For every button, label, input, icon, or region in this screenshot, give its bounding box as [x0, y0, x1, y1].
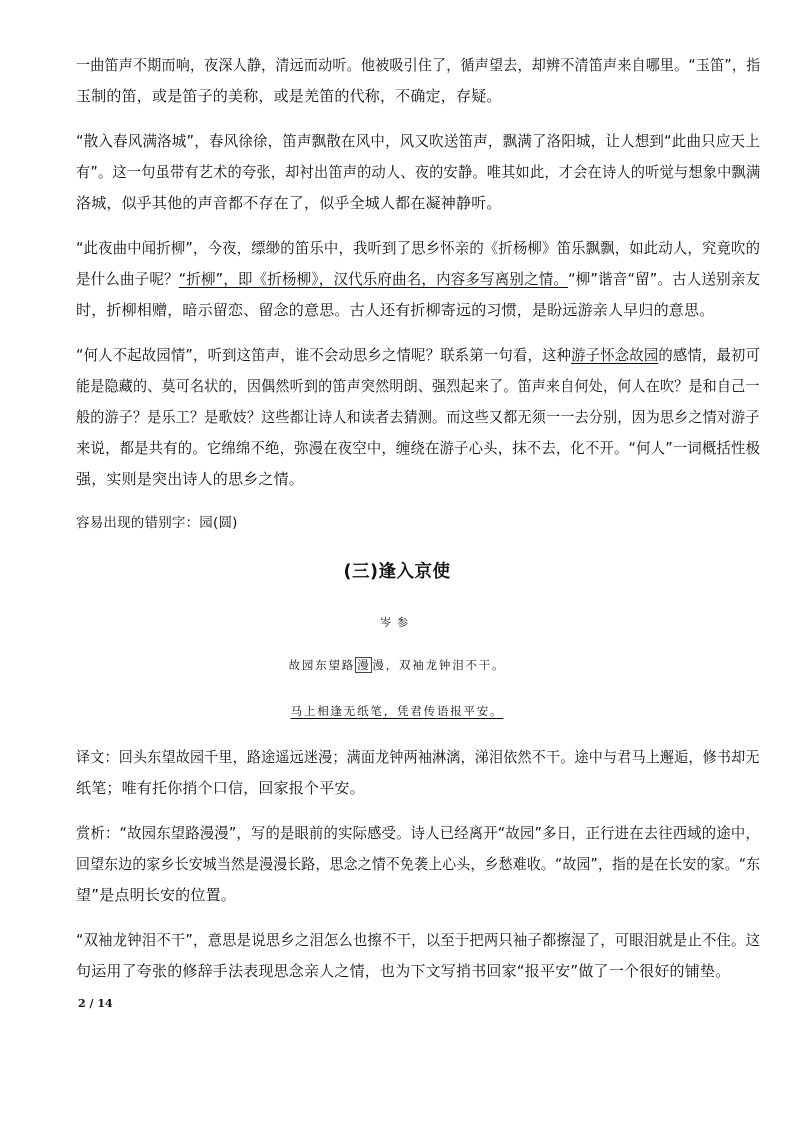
- underlined-poem-line: 马上相逢无纸笔，凭君传语报平安。: [290, 704, 504, 718]
- paragraph-translation: [76, 742, 760, 804]
- text-line: [76, 264, 761, 295]
- text-line: 来说，都是共有的。它绵绵不绝，弥漫在夜空中，缠绕在游子心头，抹不去，化不开。“何人”一词概括性极: [76, 439, 761, 457]
- text-line: 赏析：“故园东望路漫漫”，写的是眼前的实际感受。诗人已经离开“故园”多日，正行进在去往西域的途中，: [76, 824, 760, 842]
- underlined-phrase: 游子怀念故园: [571, 346, 659, 364]
- paragraph-flute-intro: [76, 50, 761, 112]
- text-line: 有”。这一句虽带有艺术的夸张，却衬出笛声的动人、夜的安静。唯其如此，才会在诗人的听觉与想象中飘满: [76, 163, 761, 181]
- text-segment: 是什么曲子呢？: [76, 270, 179, 288]
- poem-author: 岑参: [380, 616, 414, 629]
- text-line: 纸笔；唯有托你捎个口信，回家报个平安。: [76, 779, 365, 797]
- text-line: “散入春风满洛城”，春风徐徐，笛声飘散在风中，风又吹送笛声，飘满了洛阳城，让人想到“此曲只应天上: [76, 132, 760, 150]
- boxed-character: 漫: [357, 658, 371, 672]
- text-line: 般的游子？是乐工？是歌妓？这些都让诗人和读者去猜测。而这些又都无须一一去分别，因为思乡之情对游子: [76, 408, 760, 426]
- paragraph-homesick: [76, 340, 761, 495]
- poem-line: [0, 703, 794, 719]
- poem-segment: 漫，双袖龙钟泪不干。: [372, 658, 506, 672]
- text-line: 一曲笛声不期而响，夜深人静，清远而动听。他被吸引住了，循声望去，却辨不清笛声来自哪里。“玉笛”，指: [76, 56, 761, 74]
- text-segment: “何人不起故园情”，听到这笛声，谁不会动思乡之情呢？联系第一句看，这种: [76, 346, 572, 364]
- section-title: (三)逢入京使: [343, 562, 451, 582]
- text-line: [76, 340, 761, 371]
- text-line: “此夜曲中闻折柳”，今夜，缥缈的笛乐中，我听到了思乡怀亲的《折杨柳》笛乐飘飘，如此动人，究竟吹的: [76, 239, 761, 257]
- text-line: 句运用了夸张的修辞手法表现思念亲人之情，也为下文写捎书回家“报平安”做了一个很好的铺垫。: [76, 962, 731, 980]
- text-line: 玉制的笛，或是笛子的美称，或是羌笛的代称，不确定，存疑。: [76, 87, 502, 105]
- paragraph-analysis: [76, 818, 761, 911]
- paragraph-spring-wind: [76, 126, 761, 219]
- page-number: 2 / 14: [78, 997, 113, 1010]
- paragraph-analysis-sleeves: [76, 925, 761, 987]
- text-line: 能是隐藏的、莫可名状的，因偶然听到的笛声突然明朗、强烈起来了。笛声来自何处，何人在吹？是和自己一: [76, 377, 760, 395]
- underlined-annotation: “折柳”，即《折杨柳》，汉代乐府曲名，内容多写离别之情。: [178, 270, 569, 288]
- text-line: 译文：回头东望故园千里，路途遥远迷漫；满面龙钟两袖淋漓，涕泪依然不干。途中与君马上邂逅，修书却无: [76, 748, 760, 766]
- text-segment: 的感情，最初可: [658, 346, 761, 364]
- paragraph-willow: [76, 233, 761, 326]
- poem-segment: 故园东望路: [288, 658, 356, 672]
- text-line: 时，折柳相赠，暗示留恋、留念的意思。古人还有折柳寄远的习惯，是盼远游亲人早归的意思。: [76, 301, 715, 319]
- typo-note: 容易出现的错别字：园(圆): [76, 515, 238, 531]
- text-segment: “柳”谐音“留”。古人送别亲友: [568, 270, 761, 288]
- text-line: 强，实则是突出诗人的思乡之情。: [76, 470, 305, 488]
- text-line: 回望东边的家乡长安城当然是漫漫长路，思念之情不免袭上心头，乡愁难收。“故园”，指的是在长安的家。“东: [76, 855, 761, 873]
- text-line: 望”是点明长安的位置。: [76, 886, 236, 904]
- text-line: “双袖龙钟泪不干”，意思是说思乡之泪怎么也擦不干，以至于把两只袖子都擦湿了，可眼泪就是止不住。这: [76, 931, 761, 949]
- text-line: 洛城，似乎其他的声音都不存在了，似乎全城人都在凝神静听。: [76, 194, 502, 212]
- poem-line: [0, 657, 794, 673]
